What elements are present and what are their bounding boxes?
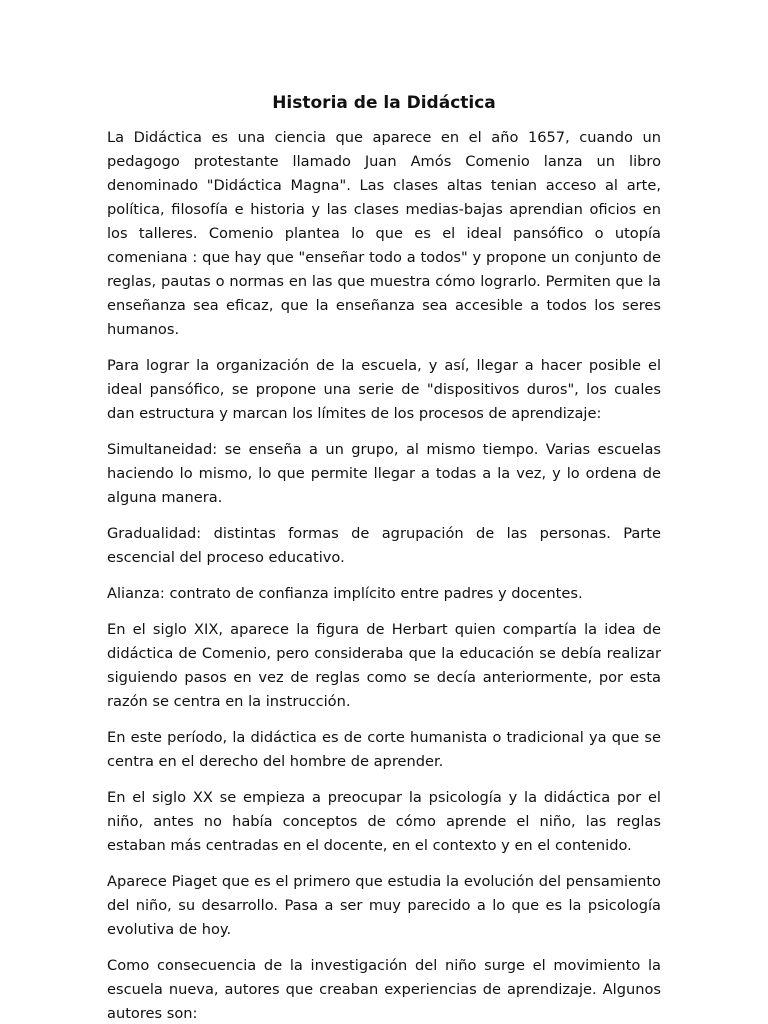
document-body <box>107 126 661 1024</box>
paragraph-piaget: Aparece Piaget que es el primero que estudia la evolución del pensamiento del niño, su desarrollo. Pasa a ser muy parecido a lo que es la psicología evolutiva de hoy. <box>107 873 661 938</box>
paragraph-organizacion: Para lograr la organización de la escuela, y así, llegar a hacer posible el ideal pansófico, se propone una serie de "dispositivos duros", los cuales dan estructura y marcan los límites de los procesos de aprendizaje: <box>107 357 661 422</box>
paragraph-siglo-xx: En el siglo XX se empieza a preocupar la psicología y la didáctica por el niño, antes no había conceptos de cómo aprende el niño, las reglas estaban más centradas en el docente, en el contexto y en el contenido. <box>107 789 661 854</box>
paragraph-comenio-intro: La Didáctica es una ciencia que aparece en el año 1657, cuando un pedagogo protestante llamado Juan Amós Comenio lanza un libro denominado "Didáctica Magna". Las clases altas tenian acceso al arte, política, filosofía e historia y las clases medias-bajas aprendian oficios en los talleres. Comenio plantea lo que es el ideal pansófico o utopía comeniana : que hay que "enseñar todo a todos" y propone un conjunto de reglas, pautas o normas en las que muestra cómo lograrlo. Permiten que la enseñanza sea eficaz, que la enseñanza sea accesible a todos los seres humanos. <box>107 129 661 338</box>
paragraph-escuela-nueva: Como consecuencia de la investigación del niño surge el movimiento la escuela nueva, autores que creaban experiencias de aprendizaje. Algunos autores son: <box>107 957 661 1022</box>
paragraph-alianza: Alianza: contrato de confianza implícito entre padres y docentes. <box>107 585 583 602</box>
paragraph-periodo-humanista: En este período, la didáctica es de corte humanista o tradicional ya que se centra en el derecho del hombre de aprender. <box>107 729 661 770</box>
paragraph-herbart: En el siglo XIX, aparece la figura de Herbart quien compartía la idea de didáctica de Comenio, pero consideraba que la educación se debía realizar siguiendo pasos en vez de reglas como se decía anteriormente, por esta razón se centra en la instrucción. <box>107 621 661 710</box>
page-title: Historia de la Didáctica <box>272 93 496 113</box>
paragraph-simultaneidad: Simultaneidad: se enseña a un grupo, al mismo tiempo. Varias escuelas haciendo lo mismo, lo que permite llegar a todas a la vez, y lo ordena de alguna manera. <box>107 441 661 506</box>
paragraph-gradualidad: Gradualidad: distintas formas de agrupación de las personas. Parte escencial del proceso educativo. <box>107 525 661 566</box>
